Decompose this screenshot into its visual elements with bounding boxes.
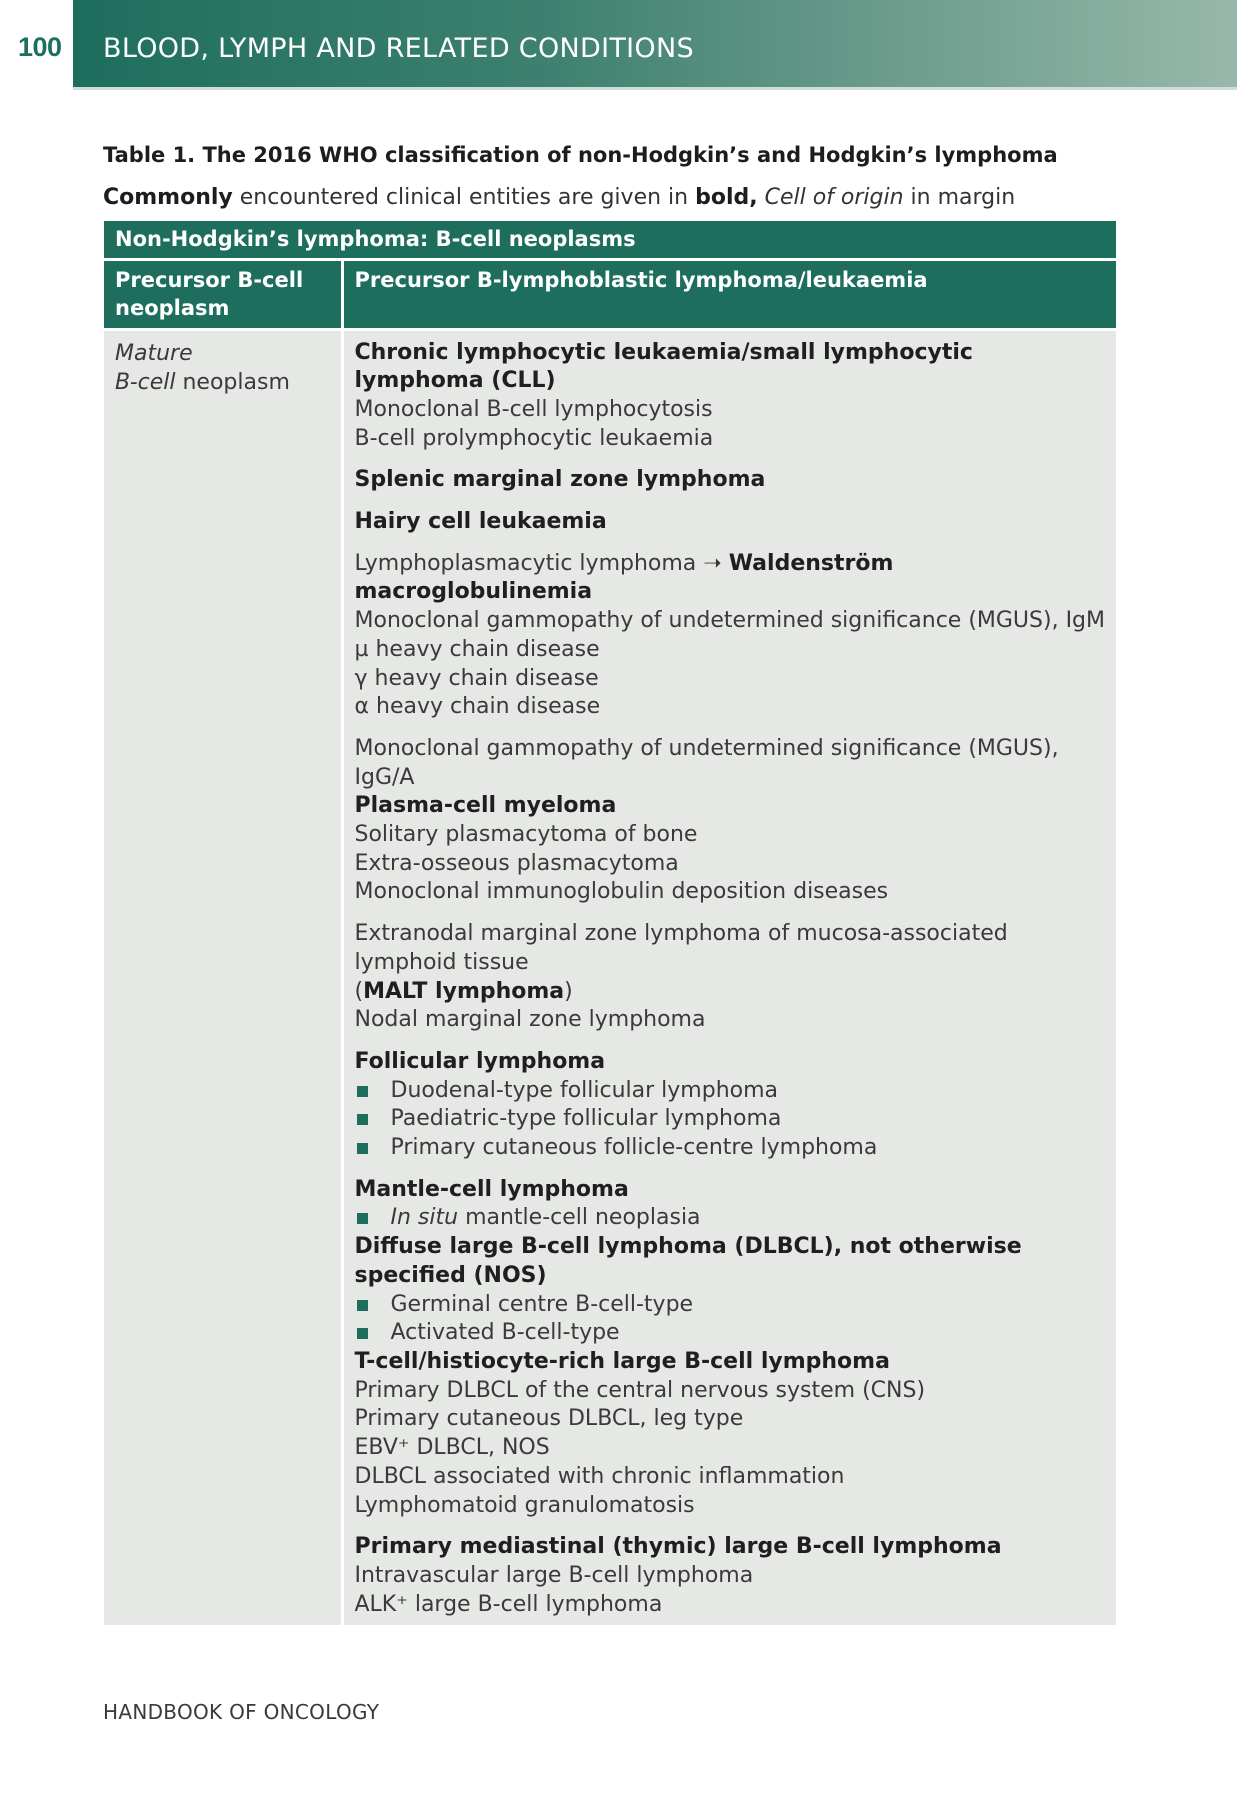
line-tail: ): [564, 978, 573, 1004]
precursor-origin-label: Precursor B-cell neoplasm: [104, 259, 342, 329]
line-text: Nodal marginal zone lymphoma: [354, 1007, 706, 1033]
section-title: BLOOD, LYMPH AND RELATED CONDITIONS: [103, 33, 694, 64]
line-text: DLBCL associated with chronic inflammation: [354, 1463, 845, 1489]
line-text: Plasma-cell myeloma: [354, 793, 617, 819]
entity-group: [355, 550, 1106, 722]
entity-bold: [355, 1348, 1106, 1377]
entity-line: [355, 425, 1106, 454]
entity-group: [355, 1533, 1106, 1619]
entity-line: [355, 850, 1106, 879]
line-text: mantle-cell neoplasia: [458, 1205, 701, 1231]
footer: HANDBOOK OF ONCOLOGY: [103, 1700, 380, 1724]
line-text: γ heavy chain disease: [354, 665, 599, 691]
line-text: T-cell/histiocyte-rich large B-cell lymphoma: [354, 1349, 890, 1374]
origin-bcell: B-cell: [115, 369, 176, 395]
subcaption-bold: Commonly: [103, 185, 233, 210]
entity-line: [355, 821, 1106, 850]
line-text: α heavy chain disease: [354, 694, 601, 720]
entity-line: [355, 693, 1106, 722]
entity-group: [355, 1176, 1106, 1520]
subcaption-bold-word: bold,: [695, 185, 758, 210]
entity-line: [355, 665, 1106, 694]
entity-group: [355, 920, 1106, 1035]
entity-line: [355, 1006, 1106, 1035]
entity-line: [355, 1463, 1106, 1492]
line-text: Primary DLBCL of the central nervous system (CNS): [354, 1377, 926, 1403]
origin-neoplasm: neoplasm: [175, 369, 290, 395]
precursor-entity: Precursor B-lymphoblastic lymphoma/leukaemia: [342, 259, 1116, 329]
entity-bold: [355, 466, 1106, 495]
subcaption-tail: in margin: [903, 185, 1016, 210]
entity-bold: [355, 1233, 1106, 1290]
bullet-item: [355, 1291, 1106, 1320]
entity-group: [355, 1048, 1106, 1163]
entity-bold: [355, 792, 1106, 821]
line-text: Paediatric-type follicular lymphoma: [390, 1106, 782, 1132]
line-text: ALK⁺ large B-cell lymphoma: [354, 1591, 663, 1617]
entity-line: [355, 1591, 1106, 1620]
bold-term: MALT lymphoma: [363, 978, 565, 1004]
header-band: [73, 0, 1237, 90]
entity-group: [355, 339, 1106, 454]
entity-bold: [355, 508, 1106, 537]
line-text: Mantle-cell lymphoma: [354, 1176, 629, 1202]
bullet-item: [355, 1077, 1106, 1106]
line-text: Primary mediastinal (thymic) large B-cell lymphoma: [354, 1534, 1002, 1560]
entity-line: [355, 1434, 1106, 1463]
line-text: Extra-osseous plasmacytoma: [354, 850, 679, 876]
entity-group: [355, 466, 1106, 495]
entity-line: [355, 396, 1106, 425]
subcaption-text: encountered clinical entities are given in: [232, 185, 696, 210]
entity-line: [355, 1562, 1106, 1591]
line-text: Follicular lymphoma: [354, 1048, 606, 1074]
line-text: Activated B-cell-type: [390, 1320, 620, 1346]
entity-bold: [355, 1048, 1106, 1077]
entity-line: [355, 1377, 1106, 1406]
line-text: Monoclonal gammopathy of undetermined significance (MGUS), IgG/A: [354, 735, 1059, 790]
line-text: Lymphoplasmacytic lymphoma ➝: [354, 550, 729, 576]
line-text: Hairy cell leukaemia: [354, 509, 607, 535]
bullet-item: [355, 1105, 1106, 1134]
origin-mature: Mature: [115, 340, 193, 366]
entity-line: [355, 920, 1106, 977]
line-text: Monoclonal immunoglobulin deposition diseases: [354, 879, 889, 905]
line-text: EBV⁺ DLBCL, NOS: [354, 1435, 550, 1461]
bullet-item: [355, 1204, 1106, 1233]
line-text: Intravascular large B-cell lymphoma: [354, 1562, 754, 1588]
mature-entities-cell: [342, 329, 1116, 1625]
entity-bold: [355, 1533, 1106, 1562]
line-text: Extranodal marginal zone lymphoma of mucosa-associated lymphoid tissue: [354, 921, 1008, 975]
entity-line: [355, 607, 1106, 636]
entity-line: [355, 978, 1106, 1007]
entity-line: [355, 636, 1106, 665]
entity-line: [355, 1405, 1106, 1434]
line-text: Germinal centre B-cell-type: [390, 1291, 694, 1317]
entity-line: [355, 1492, 1106, 1521]
entity-bold: [355, 339, 1106, 396]
line-text: Lymphomatoid granulomatosis: [354, 1492, 695, 1518]
entity-group: [355, 735, 1106, 907]
who-classification-table: [104, 221, 1116, 1625]
bullet-item: [355, 1134, 1106, 1163]
entity-line: [355, 878, 1106, 907]
mature-origin-cell: [104, 329, 342, 1625]
entity-bold: [355, 1176, 1106, 1205]
line-text: Duodenal-type follicular lymphoma: [390, 1077, 779, 1103]
italic-term: In situ: [390, 1205, 459, 1231]
line-text: Solitary plasmacytoma of bone: [354, 822, 698, 848]
line-text: Chronic lymphocytic leukaemia/small lymphocytic lymphoma (CLL): [354, 339, 973, 394]
line-text: Monoclonal B-cell lymphocytosis: [354, 396, 713, 422]
line-text: Primary cutaneous follicle-centre lymphoma: [390, 1135, 878, 1161]
bold-term: Waldenström macroglobulinemia: [354, 550, 894, 605]
line-text: Splenic marginal zone lymphoma: [354, 467, 766, 493]
line-text: Monoclonal gammopathy of undetermined significance (MGUS), IgM: [354, 608, 1106, 634]
line-text: (: [354, 978, 364, 1004]
bullet-item: [355, 1319, 1106, 1348]
table-caption: Table 1. The 2016 WHO classification of non-Hodgkin’s and Hodgkin’s lymphoma: [103, 143, 1058, 167]
table-subcaption: [103, 185, 1015, 210]
line-text: Primary cutaneous DLBCL, leg type: [354, 1406, 744, 1432]
page-number: 100: [18, 32, 62, 62]
subcaption-italic: Cell of origin: [764, 185, 904, 210]
entity-line: [355, 550, 1106, 607]
line-text: Diffuse large B-cell lymphoma (DLBCL), not otherwise specified (NOS): [354, 1234, 1022, 1288]
entity-group: [355, 508, 1106, 537]
line-text: µ heavy chain disease: [354, 636, 600, 662]
line-text: B-cell prolymphocytic leukaemia: [354, 425, 714, 451]
entity-line: [355, 735, 1106, 792]
group-header: Non-Hodgkin’s lymphoma: B-cell neoplasms: [104, 221, 1116, 259]
